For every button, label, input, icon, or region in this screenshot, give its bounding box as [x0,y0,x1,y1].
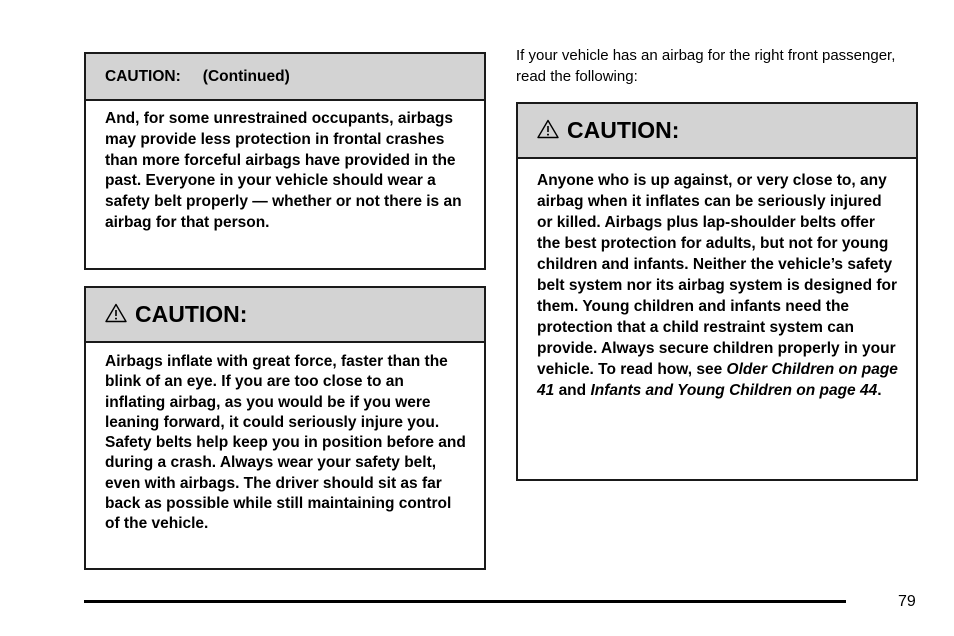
ref-end: . [877,382,882,399]
warning-triangle-icon [537,119,559,139]
caution-continued-header [86,54,484,101]
caution-children-box [516,102,918,481]
ref-older-children[interactable]: Older Children on page 41 [537,361,898,399]
caution-airbag-force-text: Airbags inflate with great force, faster than the blink of an eye. If you are too close to an inflating airbag, as you would be if you were leaning forward, it could seriously injure you. Safety belts help keep you in position before and during a crash. Always wear your safety belt, even with airbags. The driver should sit as far back as possible while still maintaining control of the vehicle. [105,353,466,533]
caution-children-text [518,159,916,401]
warning-triangle-icon [105,303,127,323]
caution-heading: CAUTION: [135,301,248,327]
footer-rule [84,600,846,603]
caution-continued-text: And, for some unrestrained occupants, airbags may provide less protection in frontal crashes than more forceful airbags have provided in the past. Everyone in your vehicle should wear a safety belt properly — whether or not there is an airbag for that person. [105,110,462,231]
page-number: 79 [898,593,916,610]
continued-label: (Continued) [202,67,290,85]
caution-header [518,104,916,159]
caution-children-body: Anyone who is up against, or very close to, any airbag when it inflates can be seriously injured or killed. Airbags plus lap-shoulder belts offer the best protection for adults, but not for young children and infants. Neither the vehicle’s safety belt system nor its airbag system is designed for them. Young children and infants need the protection that a child restraint system can provide. Always secure children properly in your vehicle. To read how, see [537,172,898,378]
ref-joiner: and [558,382,587,399]
caution-heading: CAUTION: [567,117,680,143]
caution-header [86,288,484,343]
passenger-airbag-intro: If your vehicle has an airbag for the right front passenger, read the following: [516,47,896,85]
caution-label: CAUTION: [105,67,181,85]
caution-continued-box [84,52,486,270]
ref-infants-young-children[interactable]: Infants and Young Children on page 44 [590,382,878,399]
caution-airbag-force-box [84,286,486,570]
